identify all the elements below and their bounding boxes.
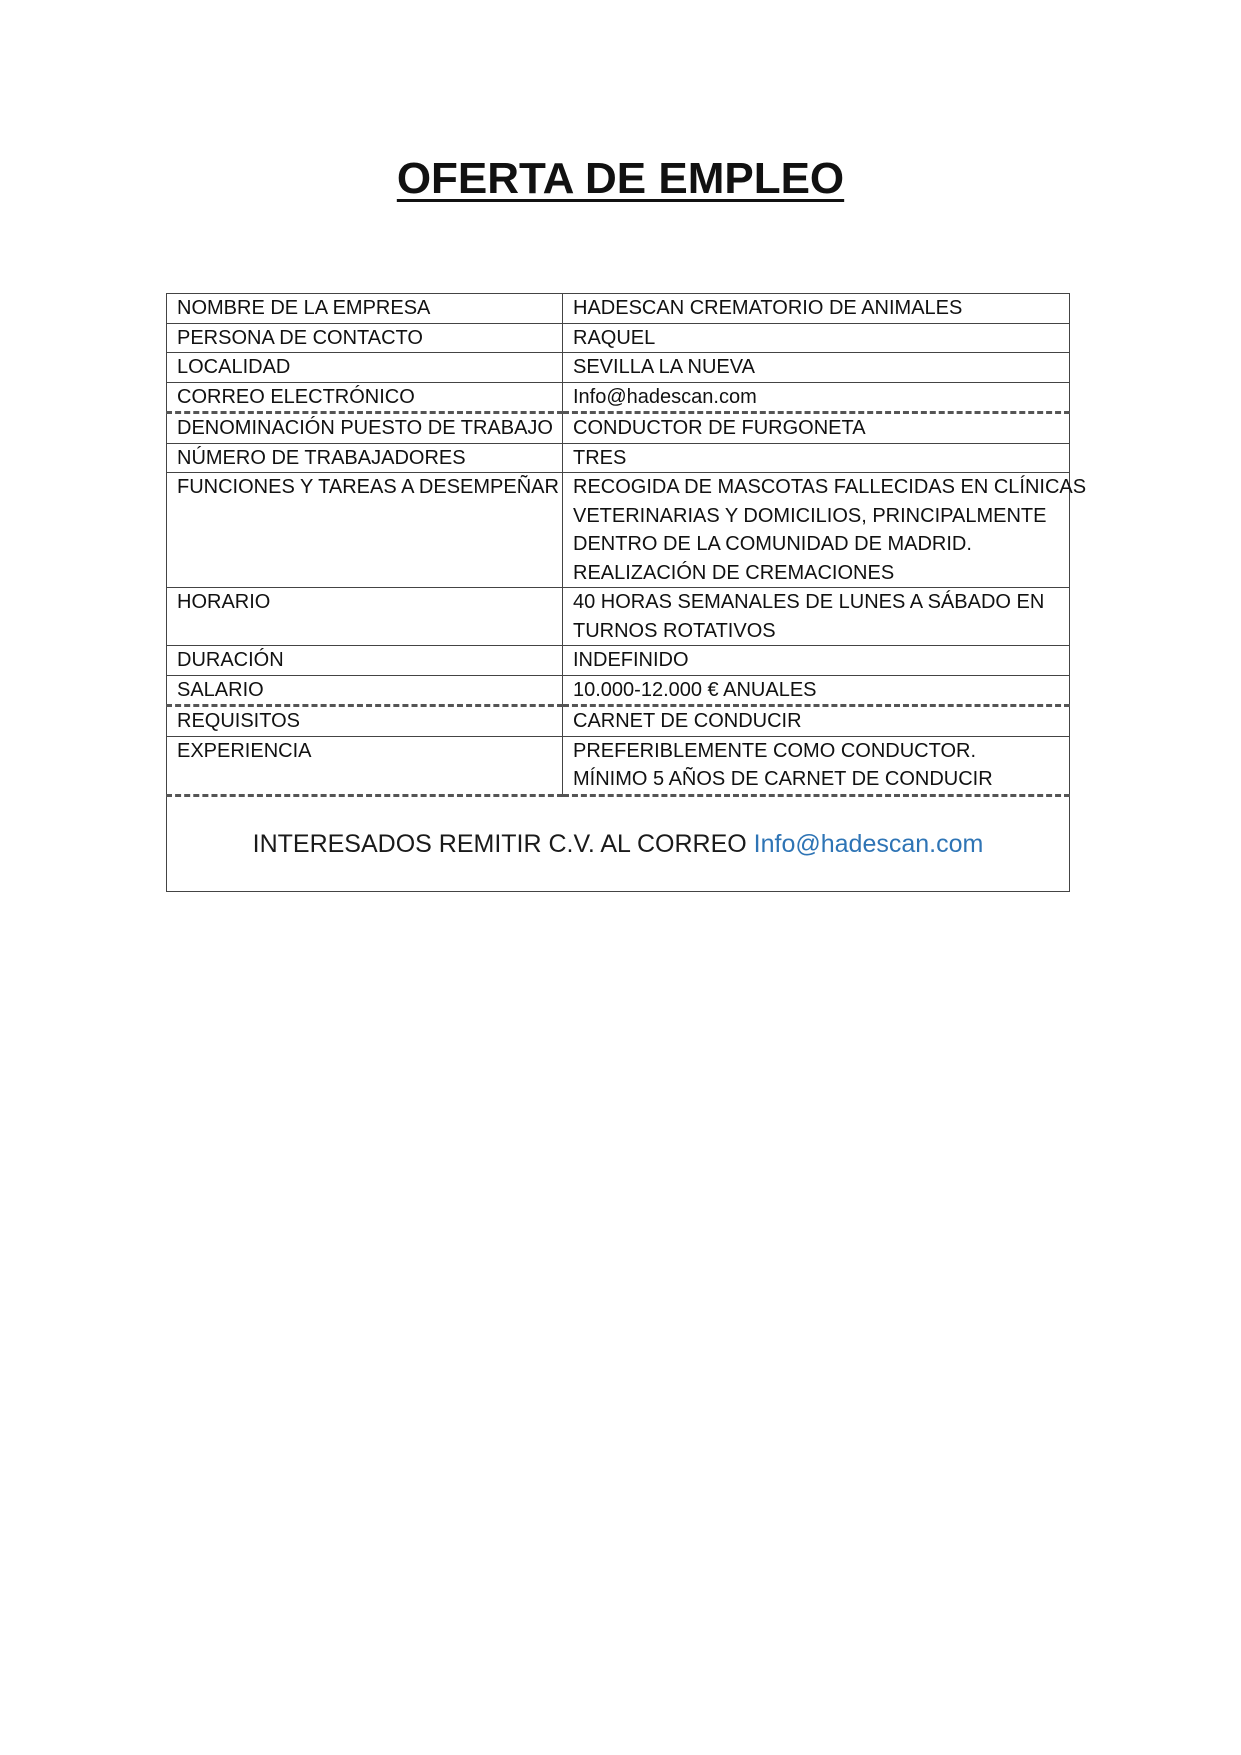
row-value (563, 323, 1070, 353)
row-value (563, 736, 1070, 795)
label-locality: LOCALIDAD (177, 356, 291, 378)
row-value (563, 675, 1070, 706)
table-row (167, 473, 1070, 588)
row-label (167, 473, 563, 588)
table-row (167, 706, 1070, 737)
value-experience-line: MÍNIMO 5 AÑOS DE CARNET DE CONDUCIR (573, 768, 993, 790)
row-value (563, 473, 1087, 588)
label-email: CORREO ELECTRÓNICO (177, 385, 415, 408)
row-label (167, 646, 563, 676)
value-company-name: HADESCAN CREMATORIO DE ANIMALES (573, 297, 963, 319)
row-value (563, 706, 1070, 737)
label-requirements: REQUISITOS (177, 710, 300, 732)
table-row (167, 675, 1070, 706)
label-company-name: NOMBRE DE LA EMPRESA (177, 297, 431, 319)
label-contact-person: PERSONA DE CONTACTO (177, 326, 423, 349)
footer-cell (167, 795, 1070, 891)
footer-instruction: INTERESADOS REMITIR C.V. AL CORREO (252, 829, 747, 858)
value-job-title: CONDUCTOR DE FURGONETA (573, 417, 866, 439)
table-row (167, 736, 1070, 795)
row-label (167, 413, 563, 444)
table-row (167, 294, 1070, 324)
label-experience: EXPERIENCIA (177, 739, 312, 762)
row-label (167, 382, 563, 413)
table-row (167, 353, 1070, 383)
value-duties-line: DENTRO DE LA COMUNIDAD DE MADRID. (573, 533, 972, 555)
row-value (563, 353, 1070, 383)
row-label (167, 294, 563, 324)
row-label (167, 588, 563, 646)
row-value (563, 443, 1070, 473)
table-row (167, 646, 1070, 676)
table-row (167, 795, 1070, 891)
value-schedule-line: 40 HORAS SEMANALES DE LUNES A SÁBADO EN (573, 591, 1045, 613)
row-label (167, 706, 563, 737)
footer-email-link[interactable]: Info@hadescan.com (753, 829, 984, 858)
table-row (167, 443, 1070, 473)
value-duration: INDEFINIDO (573, 649, 689, 671)
row-label (167, 443, 563, 473)
label-schedule: HORARIO (177, 591, 271, 613)
row-label (167, 353, 563, 383)
row-value (563, 294, 1070, 324)
value-schedule-line: TURNOS ROTATIVOS (573, 619, 776, 642)
value-number-of-workers: TRES (573, 446, 627, 469)
row-value (563, 413, 1070, 444)
value-salary: 10.000-12.000 € ANUALES (573, 678, 817, 701)
value-duties-line: VETERINARIAS Y DOMICILIOS, PRINCIPALMENTE (573, 504, 1047, 527)
table-row (167, 382, 1070, 413)
table-row (167, 588, 1070, 646)
label-number-of-workers: NÚMERO DE TRABAJADORES (177, 446, 466, 469)
row-label (167, 323, 563, 353)
table-row (167, 413, 1070, 444)
label-salary: SALARIO (177, 678, 264, 701)
label-job-title: DENOMINACIÓN PUESTO DE TRABAJO (177, 417, 553, 439)
job-offer-table (166, 293, 1087, 892)
table-row (167, 323, 1070, 353)
row-label (167, 675, 563, 706)
value-duties-line: REALIZACIÓN DE CREMACIONES (573, 561, 895, 584)
value-email[interactable]: Info@hadescan.com (573, 385, 757, 408)
label-duration: DURACIÓN (177, 649, 284, 671)
row-label (167, 736, 563, 795)
value-contact-person: RAQUEL (573, 326, 656, 349)
document-title: OFERTA DE EMPLEO (396, 154, 845, 203)
value-requirements: CARNET DE CONDUCIR (573, 710, 802, 732)
value-locality: SEVILLA LA NUEVA (573, 356, 755, 378)
row-value (563, 382, 1070, 413)
label-duties: FUNCIONES Y TAREAS A DESEMPEÑAR (177, 476, 559, 498)
row-value (563, 588, 1070, 646)
value-experience-line: PREFERIBLEMENTE COMO CONDUCTOR. (573, 739, 976, 762)
row-value (563, 646, 1070, 676)
value-duties-line: RECOGIDA DE MASCOTAS FALLECIDAS EN CLÍNICAS (573, 476, 1087, 498)
